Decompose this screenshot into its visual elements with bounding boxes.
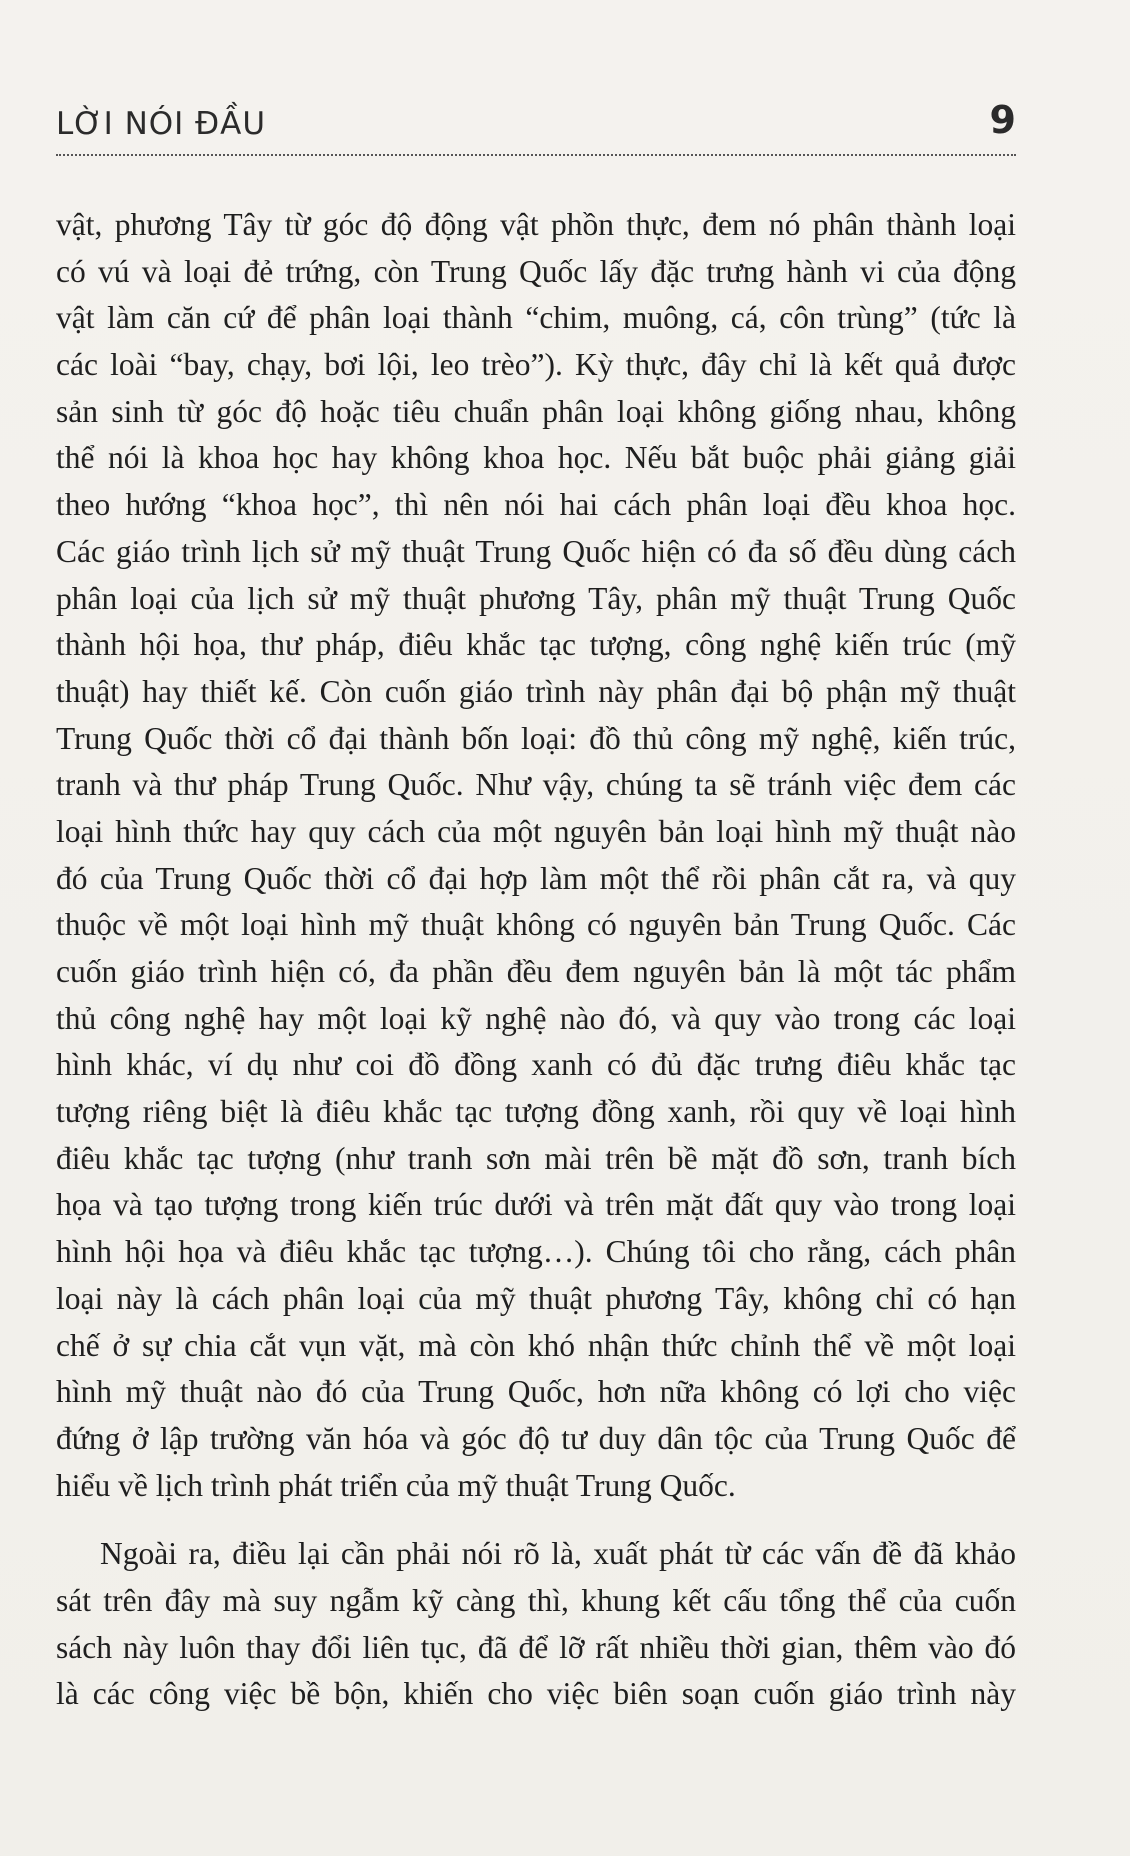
text-line: hình khác, ví dụ như coi đồ đồng xanh có đủ đặc trưng điêu khắc tạc: [56, 1047, 1016, 1083]
page-number: 9: [989, 98, 1016, 142]
text-line: tượng riêng biệt là điêu khắc tạc tượng đồng xanh, rồi quy về loại hình: [56, 1094, 1016, 1130]
text-line: đứng ở lập trường văn hóa và góc độ tư duy dân tộc của Trung Quốc để: [56, 1420, 1016, 1456]
text-line: Ngoài ra, điều lại cần phải nói rõ là, xuất phát từ các vấn đề đã khảo: [100, 1536, 1016, 1572]
text-line: thủ công nghệ hay một loại kỹ nghệ nào đó, và quy vào trong các loại: [56, 1000, 1016, 1036]
text-line: điêu khắc tạc tượng (như tranh sơn mài trên bề mặt đồ sơn, tranh bích: [56, 1140, 1016, 1176]
paragraph-2: [56, 1531, 1016, 1718]
text-line: sách này luôn thay đổi liên tục, đã để lỡ rất nhiều thời gian, thêm vào đó: [56, 1629, 1016, 1665]
header-divider: [56, 154, 1016, 156]
text-line: các loài “bay, chạy, bơi lội, leo trèo”). Kỳ thực, đây chỉ là kết quả được: [56, 347, 1016, 383]
text-line: vật, phương Tây từ góc độ động vật phồn thực, đem nó phân thành loại: [56, 207, 1016, 242]
text-line: tranh và thư pháp Trung Quốc. Như vậy, chúng ta sẽ tránh việc đem các: [56, 767, 1016, 803]
text-line: sản sinh từ góc độ hoặc tiêu chuẩn phân loại không giống nhau, không: [56, 393, 1016, 429]
text-line: hình hội họa và điêu khắc tạc tượng…). Chúng tôi cho rằng, cách phân: [56, 1234, 1016, 1270]
text-line: hiểu về lịch trình phát triển của mỹ thuật Trung Quốc.: [56, 1467, 736, 1503]
body-text: [56, 202, 1016, 1718]
text-line: sát trên đây mà suy ngẫm kỹ càng thì, khung kết cấu tổng thể của cuốn: [56, 1582, 1016, 1618]
text-line: thành hội họa, thư pháp, điêu khắc tạc tượng, công nghệ kiến trúc (mỹ: [56, 627, 1016, 663]
text-line: họa và tạo tượng trong kiến trúc dưới và trên mặt đất quy vào trong loại: [56, 1187, 1016, 1223]
text-line: chế ở sự chia cắt vụn vặt, mà còn khó nhận thức chỉnh thể về một loại: [56, 1327, 1016, 1363]
text-line: theo hướng “khoa học”, thì nên nói hai cách phân loại đều khoa học.: [56, 487, 1016, 523]
paragraph-1: [56, 202, 1016, 1509]
running-header-title: LỜI NÓI ĐẦU: [56, 106, 267, 142]
text-line: hình mỹ thuật nào đó của Trung Quốc, hơn nữa không có lợi cho việc: [56, 1374, 1016, 1410]
text-line: loại này là cách phân loại của mỹ thuật phương Tây, không chỉ có hạn: [56, 1280, 1016, 1316]
paragraph-spacer: [56, 1509, 1016, 1531]
text-line: Trung Quốc thời cổ đại thành bốn loại: đồ thủ công mỹ nghệ, kiến trúc,: [56, 720, 1016, 756]
text-line: cuốn giáo trình hiện có, đa phần đều đem nguyên bản là một tác phẩm: [56, 954, 1016, 989]
text-line: có vú và loại đẻ trứng, còn Trung Quốc lấy đặc trưng hành vi của động: [56, 253, 1016, 289]
text-line: thuật) hay thiết kế. Còn cuốn giáo trình này phân đại bộ phận mỹ thuật: [56, 673, 1016, 709]
page-header: [56, 90, 1016, 160]
text-line: vật làm căn cứ để phân loại thành “chim, muông, cá, côn trùng” (tức là: [56, 300, 1016, 336]
text-line: loại hình thức hay quy cách của một nguyên bản loại hình mỹ thuật nào: [56, 813, 1016, 849]
text-line: đó của Trung Quốc thời cổ đại hợp làm một thể rồi phân cắt ra, và quy: [56, 860, 1016, 896]
text-line: là các công việc bề bộn, khiến cho việc biên soạn cuốn giáo trình này: [56, 1676, 1016, 1712]
text-line: Các giáo trình lịch sử mỹ thuật Trung Quốc hiện có đa số đều dùng cách: [56, 533, 1016, 569]
text-line: phân loại của lịch sử mỹ thuật phương Tây, phân mỹ thuật Trung Quốc: [56, 580, 1016, 616]
text-line: thể nói là khoa học hay không khoa học. Nếu bắt buộc phải giảng giải: [56, 440, 1016, 476]
text-line: thuộc về một loại hình mỹ thuật không có nguyên bản Trung Quốc. Các: [56, 907, 1016, 943]
